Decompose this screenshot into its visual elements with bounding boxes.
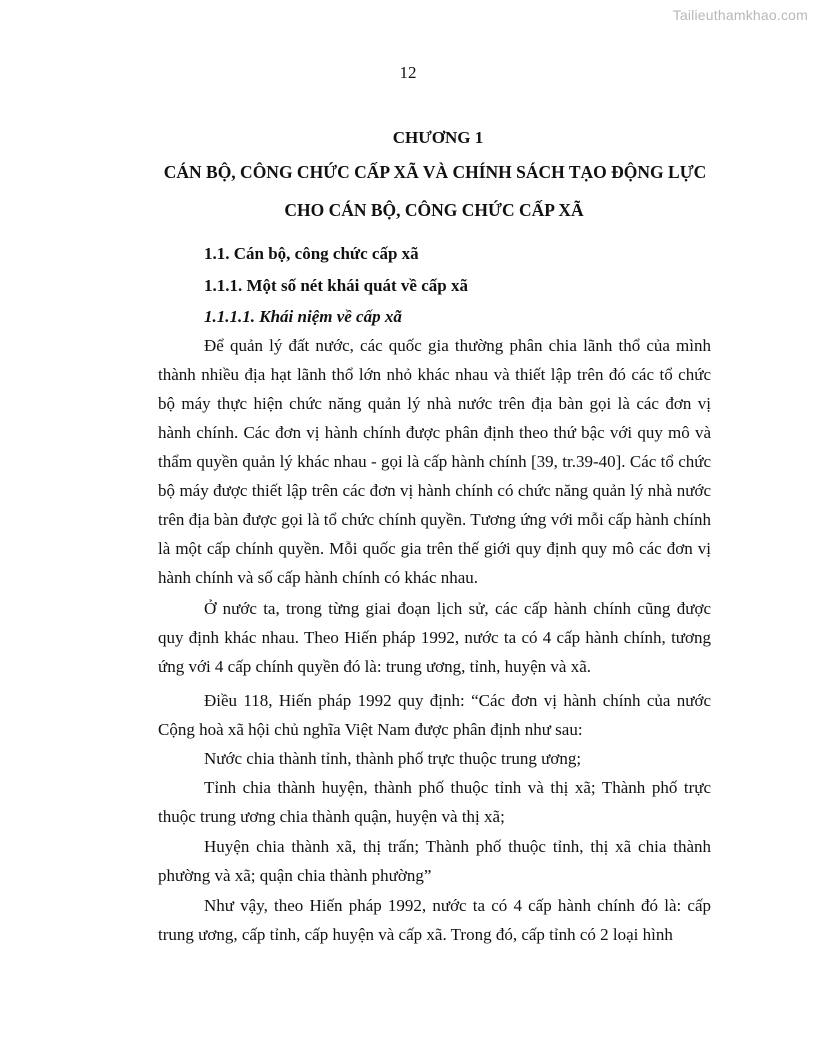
- paragraph: Như vậy, theo Hiến pháp 1992, nước ta có 4 cấp hành chính đó là: cấp trung ương, cấp tỉnh, cấp huyện và cấp xã. Trong đó, cấp tỉnh có 2 loại hình: [158, 896, 711, 944]
- page-number: 12: [399, 63, 417, 82]
- chapter-heading-line1: CÁN BỘ, CÔNG CHỨC CẤP XÃ VÀ CHÍNH SÁCH TẠO ĐỘNG LỰC: [163, 162, 707, 182]
- paragraph: Tỉnh chia thành huyện, thành phố thuộc tỉnh và thị xã; Thành phố trực thuộc trung ương chia thành quận, huyện và thị xã;: [158, 778, 711, 826]
- section-heading-1-1-1: 1.1.1. Một số nét khái quát về cấp xã: [204, 276, 468, 295]
- chapter-heading-line2: CHO CÁN BỘ, CÔNG CHỨC CẤP XÃ: [284, 200, 584, 220]
- paragraph: Huyện chia thành xã, thị trấn; Thành phố thuộc tỉnh, thị xã chia thành phường và xã; quận chia thành phường”: [158, 837, 711, 885]
- section-heading-1-1-1-1: 1.1.1.1. Khái niệm về cấp xã: [204, 307, 402, 326]
- watermark: Tailieuthamkhao.com: [672, 7, 808, 23]
- paragraph: Để quản lý đất nước, các quốc gia thường phân chia lãnh thổ của mình thành nhiều địa hạt lãnh thổ lớn nhỏ khác nhau và thiết lập trên đó các tổ chức bộ máy thực hiện chức năng quản lý nhà nước trên địa bàn gọi là các đơn vị hành chính. Các đơn vị hành chính được phân định theo thứ bậc với quy mô và thẩm quyền quản lý khác nhau - gọi là cấp hành chính [39, tr.39-40]. Các tổ chức bộ máy được thiết lập trên các đơn vị hành chính có chức năng quản lý nhà nước trên địa bàn được gọi là tổ chức chính quyền. Tương ứng với mỗi cấp hành chính là một cấp chính quyền. Mỗi quốc gia trên thế giới quy định quy mô các đơn vị hành chính và số cấp hành chính có khác nhau.: [158, 336, 711, 587]
- paragraph: Nước chia thành tỉnh, thành phố trực thuộc trung ương;: [204, 749, 582, 768]
- paragraph: Điều 118, Hiến pháp 1992 quy định: “Các đơn vị hành chính của nước Cộng hoà xã hội chủ nghĩa Việt Nam được phân định như sau:: [158, 691, 711, 739]
- paragraph: Ở nước ta, trong từng giai đoạn lịch sử, các cấp hành chính cũng được quy định khác nhau. Theo Hiến pháp 1992, nước ta có 4 cấp hành chính, tương ứng với 4 cấp chính quyền đó là: trung ương, tỉnh, huyện và xã.: [158, 599, 711, 676]
- chapter-title: CHƯƠNG 1: [392, 128, 484, 147]
- section-heading-1-1: 1.1. Cán bộ, công chức cấp xã: [204, 244, 419, 263]
